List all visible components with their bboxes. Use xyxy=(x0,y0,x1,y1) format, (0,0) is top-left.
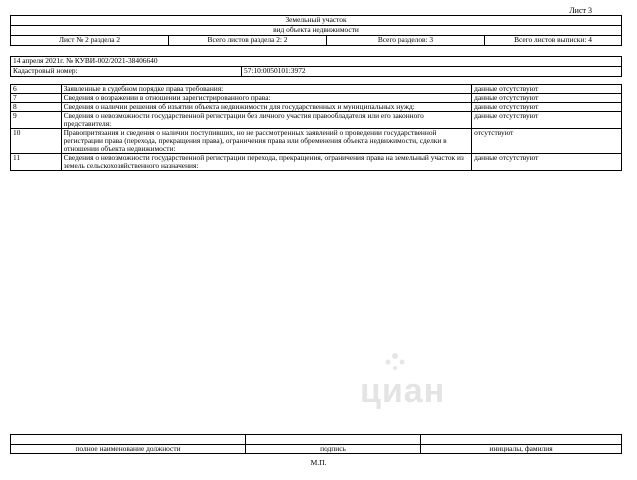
row-description: Заявленные в судебном порядке права требования: xyxy=(61,85,472,94)
name-cell xyxy=(421,435,622,445)
row-value: данные отсутствуют xyxy=(472,94,622,103)
row-value: данные отсутствуют xyxy=(472,103,622,112)
signature-block xyxy=(10,434,622,454)
stamp-placeholder: М.П. xyxy=(310,458,327,467)
section-sheet-number: Лист № 2 раздела 2 xyxy=(11,36,169,46)
row-description: Сведения о невозможности государственной регистрации без личного участия правообладателя или его законного представителя: xyxy=(61,112,472,129)
row-number: 11 xyxy=(11,154,62,171)
row-number: 7 xyxy=(11,94,62,103)
sections-total: Всего разделов: 3 xyxy=(327,36,485,46)
object-type-subtitle: вид объекта недвижимости xyxy=(11,26,622,36)
row-value: отсутствуют xyxy=(472,129,622,154)
extract-sheets-total: Всего листов выписки: 4 xyxy=(485,36,622,46)
date-and-number: 14 апреля 2021г. № КУВИ-002/2021-38406640 xyxy=(11,57,622,67)
position-cell xyxy=(11,435,246,445)
cadastral-label: Кадастровый номер: xyxy=(11,67,242,77)
cadastral-value: 57:10:0050101:3972 xyxy=(242,67,622,77)
row-value: данные отсутствуют xyxy=(472,154,622,171)
row-description: Сведения о наличии решения об изъятии объекта недвижимости для государственных и муниципальных нужд: xyxy=(61,103,472,112)
position-caption: полное наименование должности xyxy=(11,445,246,454)
row-number: 8 xyxy=(11,103,62,112)
row-number: 6 xyxy=(11,85,62,94)
row-description: Сведения о невозможности государственной регистрации перехода, прекращения, ограничения права на земельный участок из земель сельскохозяйственного назначения: xyxy=(61,154,472,171)
signature-cell xyxy=(246,435,421,445)
document-header xyxy=(10,15,622,46)
row-description: Правопритязания и сведения о наличии поступивших, но не рассмотренных заявлений о проведении государственной регистрации права (перехода, прекращения права), ограничения права или обременения объекта недвижимости, сделки в отношении объекта недвижимости: xyxy=(61,129,472,154)
table-row xyxy=(11,129,622,154)
signature-caption: подпись xyxy=(246,445,421,454)
document-meta xyxy=(10,56,622,77)
row-value: данные отсутствуют xyxy=(472,85,622,94)
section-sheet-total: Всего листов раздела 2: 2 xyxy=(169,36,327,46)
row-number: 9 xyxy=(11,112,62,129)
encumbrance-table xyxy=(10,84,622,171)
sheet-number: Лист 3 xyxy=(569,6,592,15)
object-type-title: Земельный участок xyxy=(11,16,622,26)
row-description: Сведения о возражении в отношении зарегистрированного права: xyxy=(61,94,472,103)
name-caption: инициалы, фамилия xyxy=(421,445,622,454)
table-row xyxy=(11,112,622,129)
table-row xyxy=(11,154,622,171)
row-value: данные отсутствуют xyxy=(472,112,622,129)
watermark: циан xyxy=(360,372,446,410)
row-number: 10 xyxy=(11,129,62,154)
